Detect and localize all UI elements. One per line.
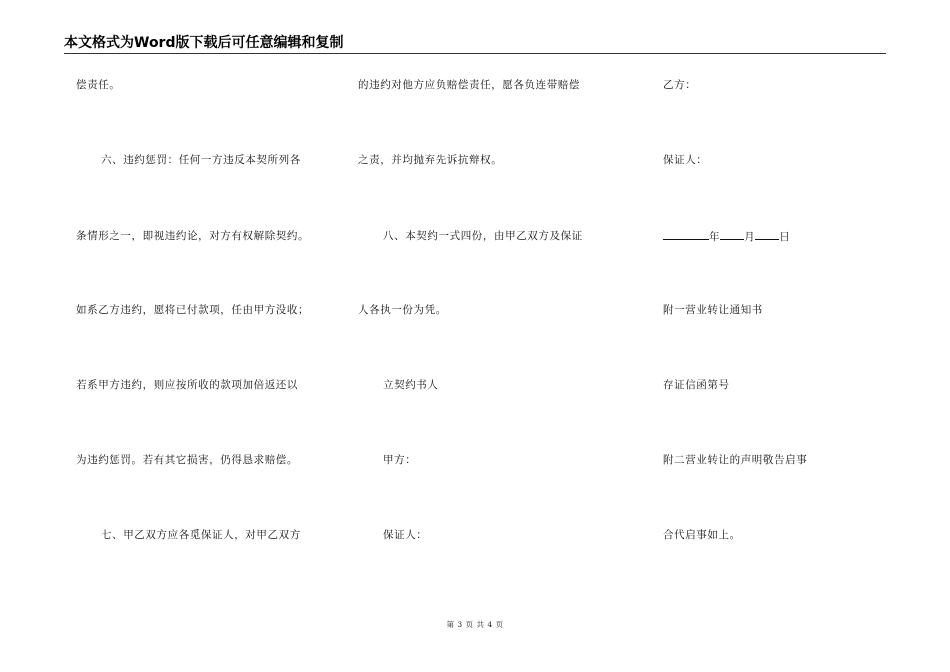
text-line: 六、违约惩罚：任何一方违反本契所列各: [101, 154, 301, 166]
text-line: 八、本契约一式四份，由甲乙双方及保证: [383, 230, 583, 242]
text-line: 甲方：: [383, 454, 417, 466]
year-blank: [663, 229, 709, 240]
text-line: 人各执一份为凭。: [358, 304, 447, 316]
month-blank: [720, 229, 744, 240]
text-line: 存证信函第号: [663, 379, 730, 391]
text-column-left: [76, 0, 346, 672]
month-label: 月: [744, 231, 756, 243]
day-blank: [755, 229, 779, 240]
text-line: 保证人：: [383, 529, 428, 541]
text-line: 保证人：: [663, 154, 708, 166]
text-line: 如系乙方违约，愿将已付款项，任由甲方没收；: [76, 304, 310, 316]
text-line: 若系甲方违约，则应按所收的款项加倍返还以: [76, 379, 298, 391]
text-line: 乙方：: [663, 79, 697, 91]
text-line: 之责，并均抛弃先诉抗辩权。: [358, 154, 503, 166]
header-title: 本文格式为Word版下载后可任意编辑和复制: [64, 35, 344, 51]
date-line: [663, 229, 790, 244]
text-column-middle: [358, 0, 628, 672]
text-line: 附二营业转让的声明敬告启事: [663, 454, 808, 466]
text-line: 为违约惩罚。若有其它损害，仍得恳求赔偿。: [76, 454, 298, 466]
text-line: 偿责任。: [76, 79, 121, 91]
text-line: 附一营业转让通知书: [663, 304, 763, 316]
text-line: 立契约书人: [383, 379, 439, 391]
text-column-right: [663, 0, 913, 672]
text-line: 七、甲乙双方应各觅保证人，对甲乙双方: [101, 529, 301, 541]
day-label: 日: [779, 231, 791, 243]
page-number-footer: 第 3 页 共 4 页: [446, 620, 504, 629]
year-label: 年: [709, 231, 721, 243]
text-line: 合代启事如上。: [663, 529, 741, 541]
text-line: 条情形之一，即视违约论，对方有权解除契约。: [76, 230, 310, 242]
text-line: 的违约对他方应负赔偿责任，愿各负连带赔偿: [358, 79, 580, 91]
